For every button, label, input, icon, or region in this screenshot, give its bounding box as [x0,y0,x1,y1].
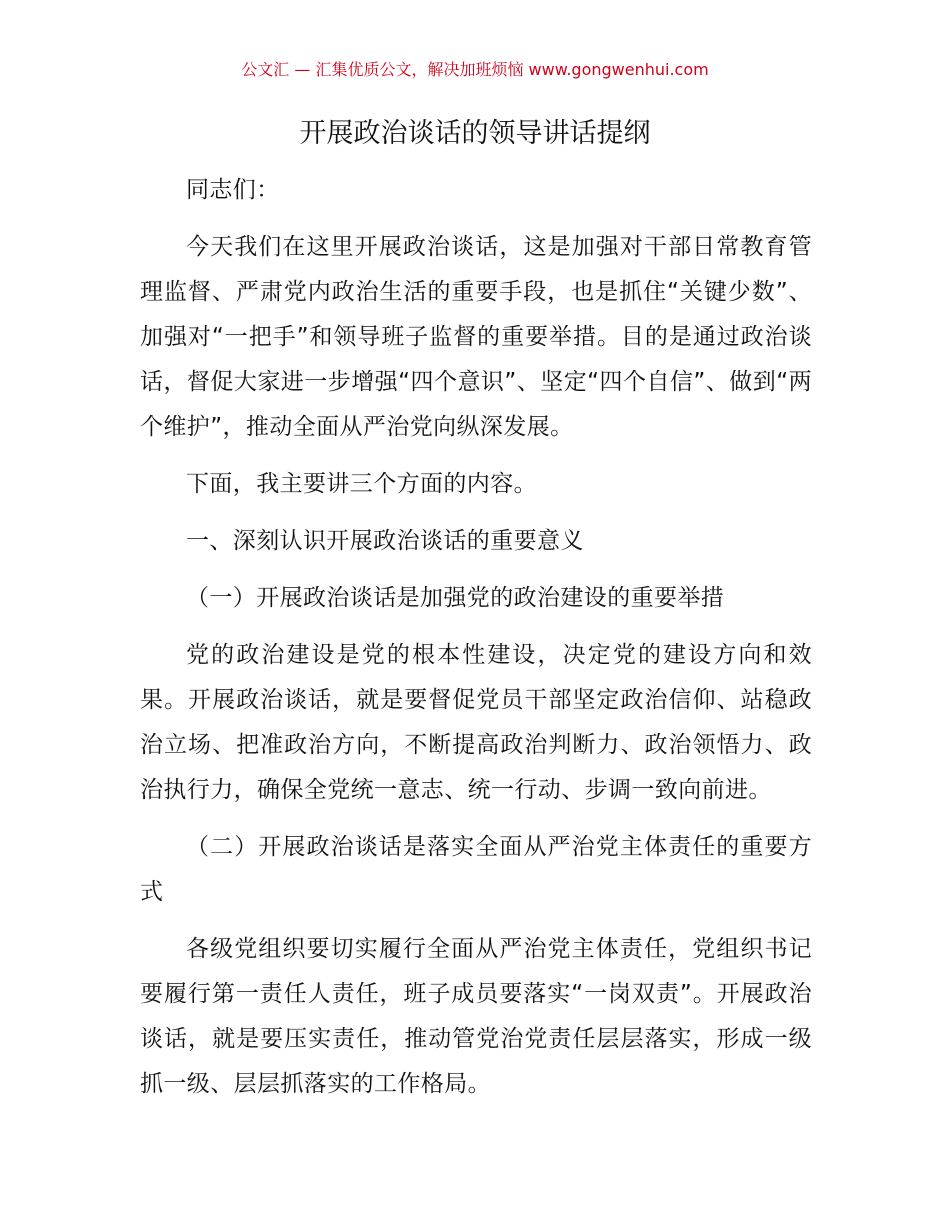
salutation: 同志们： [186,177,280,203]
document-body [140,168,812,1119]
document-title: 开展政治谈话的领导讲话提纲 [299,118,651,149]
paragraph-outline: 下面，我主要讲三个方面的内容。 [186,471,537,497]
header-watermark: 公文汇 — 汇集优质公文，解决加班烦恼 www.gongwenhui.com [241,60,709,79]
paragraph-intro: 今天我们在这里开展政治谈话，这是加强对干部日常教育管理监督、严肃党内政治生活的重要手段，也是抓住“关键少数”、加强对“一把手”和领导班子监督的重要举措。目的是通过政治谈话，督促大家进一步增强“四个意识”、坚定“四个自信”、做到“两个维护”，推动全面从严治党向纵深发展。 [140,234,812,440]
subsection-heading-1: （一）开展政治谈话是加强党的政治建设的重要举措 [186,585,725,611]
paragraph-political-building: 党的政治建设是党的根本性建设，决定党的建设方向和效果。开展政治谈话，就是要督促党员干部坚定政治信仰、站稳政治立场、把准政治方向，不断提高政治判断力、政治领悟力、政治执行力，确保全党统一意志、统一行动、步调一致向前进。 [140,642,812,803]
section-heading-1: 一、深刻认识开展政治谈话的重要意义 [186,528,584,554]
subsection-heading-2: （二）开展政治谈话是落实全面从严治党主体责任的重要方式 [140,834,812,905]
paragraph-responsibility: 各级党组织要切实履行全面从严治党主体责任，党组织书记要履行第一责任人责任，班子成员要落实“一岗双责”。开展政治谈话，就是要压实责任，推动管党治党责任层层落实，形成一级抓一级、层层抓落实的工作格局。 [140,936,812,1097]
